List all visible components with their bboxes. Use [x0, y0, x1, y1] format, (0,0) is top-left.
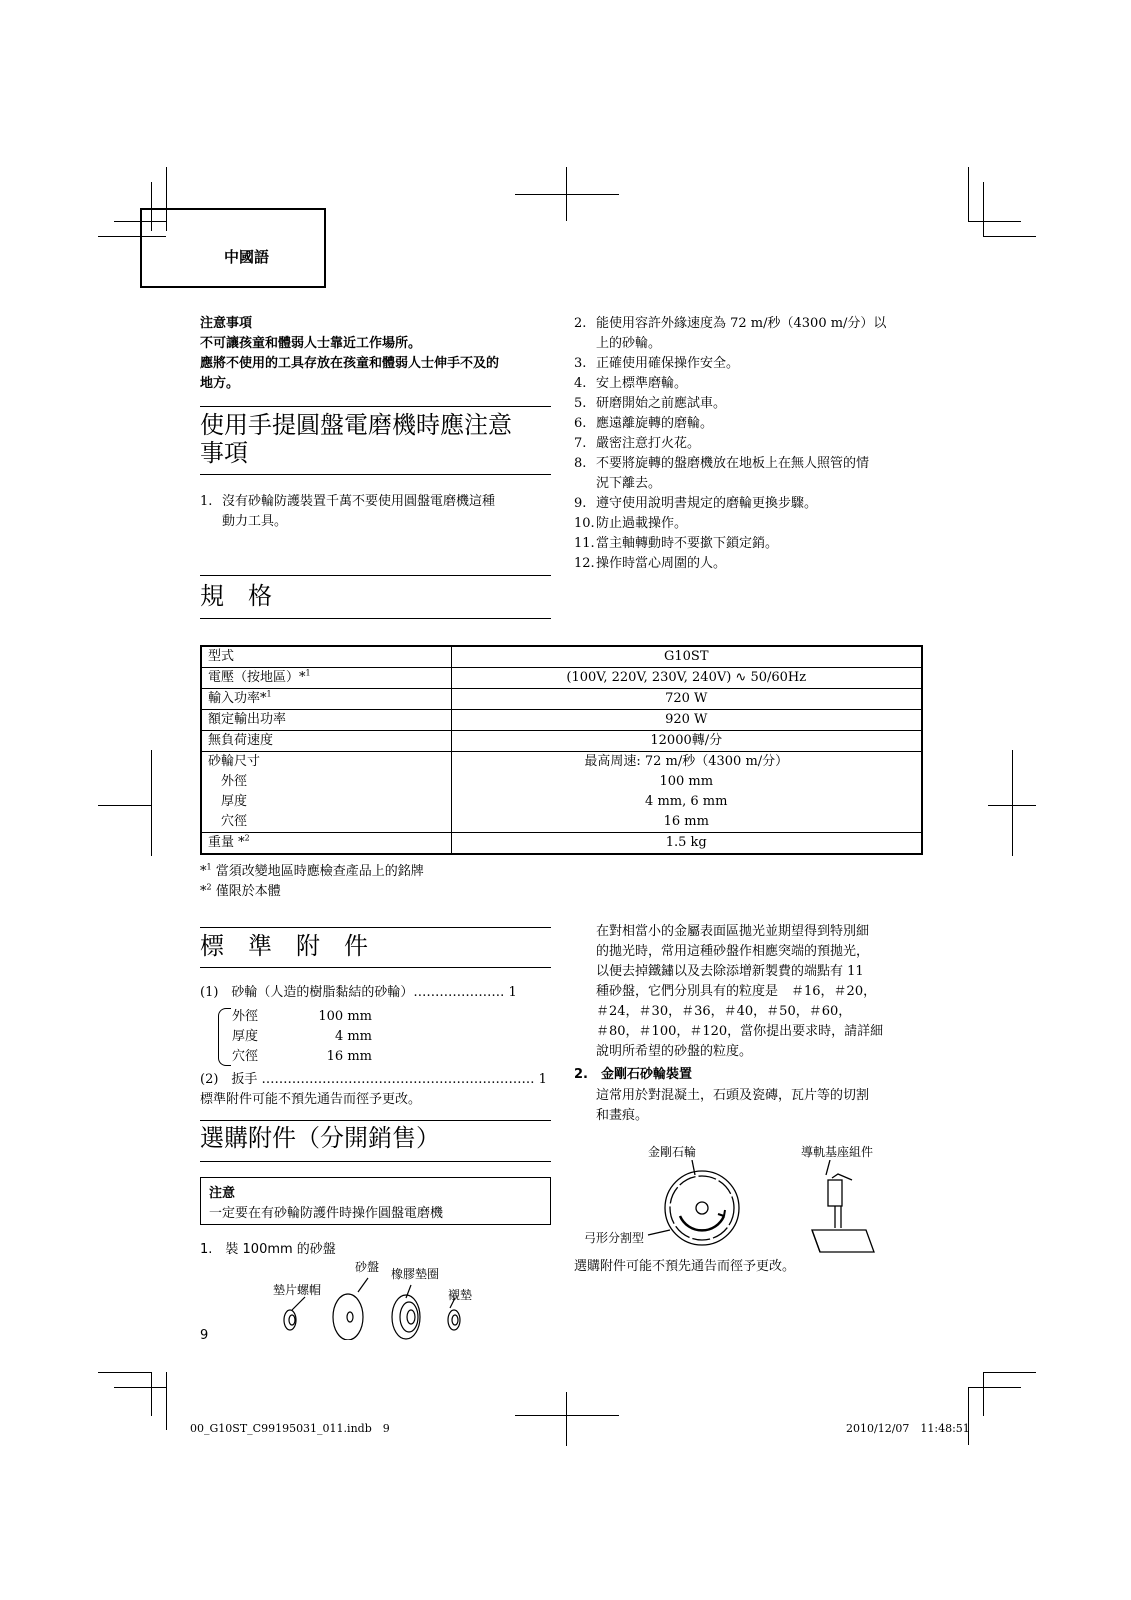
dim-label: 外徑 — [232, 1009, 259, 1024]
page-number: 9 — [200, 1328, 209, 1343]
diamond-wheel-text — [596, 1086, 936, 1126]
table-row — [201, 772, 922, 792]
spec-table — [200, 645, 923, 855]
notice-line: 不可讓孩童和體弱人士靠近工作場所。 — [200, 336, 422, 351]
dim-value: 16 mm — [326, 1049, 372, 1064]
rule — [200, 1120, 551, 1121]
spec-label: 額定輸出功率 — [208, 712, 287, 727]
caution-title: 注意 — [209, 1186, 236, 1201]
paragraph-line: 說明所希望的砂盤的粒度。 — [596, 1044, 753, 1059]
table-row — [201, 646, 922, 668]
notice-title: 注意事項 — [200, 316, 253, 331]
item-number: 9. — [574, 496, 587, 511]
table-row — [201, 752, 922, 773]
sanding-disc-diagram — [270, 1270, 480, 1340]
spec-label: 電壓（按地區）* — [208, 670, 306, 685]
safety-list-left — [200, 492, 556, 532]
item-number: 7. — [574, 436, 587, 451]
diamond-wheel-label: 金剛石輪 — [648, 1145, 697, 1159]
spec-value: 12000轉/分 — [451, 731, 922, 752]
footnote-mark: * — [200, 884, 207, 899]
spec-label: 砂輪尺寸 — [208, 754, 261, 769]
caution-box — [200, 1177, 551, 1225]
list-item — [574, 494, 934, 514]
item-number: 1. — [200, 494, 213, 509]
spec-label: 無負荷速度 — [208, 733, 274, 748]
caution-text: 一定要在有砂輪防護件時操作圓盤電磨機 — [209, 1206, 444, 1221]
rubber-pad-label: 橡膠墊圈 — [391, 1267, 440, 1281]
item-text: 正確使用確保操作安全。 — [596, 356, 740, 371]
item-number: 2. — [574, 316, 587, 331]
item-number: 5. — [574, 396, 587, 411]
table-row — [201, 833, 922, 855]
diamond-wheel-title: 2. 金剛石砂輪裝置 — [574, 1067, 692, 1082]
standard-accessories-note: 標準附件可能不預先通告而徑予更改。 — [200, 1092, 422, 1107]
item-text: 況下離去。 — [596, 476, 662, 491]
sanding-disc-paragraph — [596, 922, 936, 1062]
language-label-box — [140, 208, 326, 288]
footnote-ref: 2 — [244, 833, 250, 843]
safety-heading — [200, 411, 556, 467]
spec-value: 最高周速: 72 m/秒（4300 m/分） — [451, 752, 922, 773]
standard-dims — [232, 1007, 372, 1067]
spec-value: 100 mm — [451, 772, 922, 792]
item-text: 嚴密注意打火花。 — [596, 436, 701, 451]
footnote-ref: 1 — [305, 668, 311, 678]
spec-value: 1.5 kg — [451, 833, 922, 855]
disc-label: 砂盤 — [355, 1260, 380, 1274]
specs-heading: 規 格 — [200, 582, 272, 610]
list-item — [574, 374, 934, 394]
item-text: 遵守使用說明書規定的磨輪更換步驟。 — [596, 496, 818, 511]
item-text: 沒有砂輪防護裝置千萬不要使用圓盤電磨機這種 — [222, 494, 496, 509]
item-number: 12. — [574, 556, 595, 571]
item-text: 當主軸轉動時不要撳下鎖定銷。 — [596, 536, 779, 551]
footnote — [200, 882, 424, 902]
table-row — [201, 710, 922, 731]
spec-value: 4 mm, 6 mm — [451, 792, 922, 812]
item-text: 不要將旋轉的盤磨機放在地板上在無人照管的情 — [596, 456, 870, 471]
paragraph-line: 這常用於對混凝土，石頭及瓷磚，瓦片等的切割 — [596, 1088, 870, 1103]
paragraph-line: ＃80，＃100，＃120，當你提出要求時，請詳細 — [596, 1024, 884, 1039]
spec-label: 厚度 — [208, 794, 248, 809]
rule — [200, 1161, 551, 1162]
standard-item-2: (2) 扳手 ……………………………………………………… 1 — [200, 1072, 547, 1087]
rule — [200, 618, 551, 619]
paragraph-line: 種砂盤，它們分別具有的粒度是 ＃16，＃20， — [596, 984, 877, 999]
list-item — [574, 314, 934, 354]
paragraph-line: 以便去掉鐵鏽以及去除添增新製費的端點有 11 — [596, 964, 864, 979]
optional-accessories-heading: 選購附件（分開銷售） — [200, 1124, 440, 1152]
table-row — [201, 689, 922, 710]
footnote-text: 僅限於本體 — [215, 884, 281, 899]
spec-label: 輸入功率* — [208, 691, 267, 706]
footnote-text: 當須改變地區時應檢查產品上的銘牌 — [215, 864, 424, 879]
rule — [200, 406, 551, 407]
dims-brace — [218, 1008, 231, 1066]
list-item — [574, 414, 934, 434]
dim-row — [232, 1027, 372, 1047]
table-row — [201, 792, 922, 812]
spec-value: 920 W — [451, 710, 922, 731]
footnote-ref: 1 — [266, 689, 272, 699]
item-text: 防止過載操作。 — [596, 516, 688, 531]
list-item — [200, 492, 556, 532]
rule — [200, 927, 551, 928]
paragraph-line: 在對相當小的金屬表面區拋光並期望得到特別細 — [596, 924, 870, 939]
list-item — [574, 554, 934, 574]
safety-heading-line: 事項 — [200, 439, 248, 467]
item-number: 10. — [574, 516, 595, 531]
item-number: 3. — [574, 356, 587, 371]
dim-label: 厚度 — [232, 1029, 259, 1044]
list-item — [574, 514, 934, 534]
language-label: 中國語 — [224, 248, 270, 266]
notice-block — [200, 314, 556, 394]
safety-list-right — [574, 314, 934, 574]
table-row — [201, 731, 922, 752]
spec-value: 16 mm — [451, 812, 922, 833]
footnote — [200, 862, 424, 882]
notice-line: 地方。 — [200, 376, 240, 391]
paragraph-line: 的拋光時，常用這種砂盤作相應突端的預拋光， — [596, 944, 870, 959]
dim-value: 4 mm — [334, 1029, 372, 1044]
spec-value: 720 W — [451, 689, 922, 710]
optional-item-1: 1. 裝 100mm 的砂盤 — [200, 1242, 336, 1257]
segment-type-label: 弓形分割型 — [584, 1231, 645, 1245]
spec-value: (100V, 220V, 230V, 240V) ∿ 50/60Hz — [451, 668, 922, 689]
item-text: 研磨開始之前應試車。 — [596, 396, 727, 411]
item-text: 應遠離旋轉的磨輪。 — [596, 416, 714, 431]
rule — [200, 575, 551, 576]
footnote-sup: 2 — [206, 882, 212, 892]
footnote-sup: 1 — [206, 862, 212, 872]
table-row — [201, 812, 922, 833]
paragraph-line: ＃24，＃30，＃36，＃40，＃50，＃60， — [596, 1004, 852, 1019]
footnote-mark: * — [200, 864, 207, 879]
spec-label: 型式 — [208, 649, 235, 664]
spec-footnotes — [200, 862, 424, 902]
dim-label: 穴徑 — [232, 1049, 259, 1064]
dim-row — [232, 1007, 372, 1027]
dim-value: 100 mm — [318, 1009, 372, 1024]
notice-line: 應將不使用的工具存放在孩童和體弱人士伸手不及的 — [200, 356, 500, 371]
list-item — [574, 534, 934, 554]
item-text: 動力工具。 — [222, 514, 288, 529]
list-item — [574, 434, 934, 454]
rule — [200, 967, 551, 968]
spec-value: G10ST — [451, 646, 922, 668]
item-text: 能使用容許外緣速度為 72 m/秒（4300 m/分）以 — [596, 316, 887, 331]
table-row — [201, 668, 922, 689]
footer-file: 00_G10ST_C99195031_011.indb 9 — [190, 1422, 390, 1435]
item-number: 4. — [574, 376, 587, 391]
washer-label: 襯墊 — [448, 1288, 473, 1302]
spec-label: 穴徑 — [208, 814, 248, 829]
item-text: 操作時當心周圍的人。 — [596, 556, 727, 571]
rule — [200, 474, 551, 475]
list-item — [574, 394, 934, 414]
spec-label: 外徑 — [208, 774, 248, 789]
standard-accessories-heading: 標 準 附 件 — [200, 932, 368, 960]
spec-label: 重量 * — [208, 835, 245, 850]
safety-heading-line: 使用手提圓盤電磨機時應注意 — [200, 411, 512, 439]
optional-accessories-note: 選購附件可能不預先通告而徑予更改。 — [574, 1259, 796, 1274]
diamond-wheel-diagram — [640, 1160, 890, 1260]
paragraph-line: 和畫痕。 — [596, 1108, 649, 1123]
item-number: 6. — [574, 416, 587, 431]
item-text: 上的砂輪。 — [596, 336, 662, 351]
pad-nut-label: 墊片螺帽 — [273, 1283, 322, 1297]
item-number: 11. — [574, 536, 595, 551]
footer-date: 2010/12/07 11:48:51 — [846, 1422, 970, 1435]
list-item — [574, 454, 934, 494]
guide-base-label: 導軌基座組件 — [801, 1145, 874, 1159]
standard-item-1: (1) 砂輪（人造的樹脂黏結的砂輪）………………… 1 — [200, 985, 517, 1000]
dim-row — [232, 1047, 372, 1067]
list-item — [574, 354, 934, 374]
item-number: 8. — [574, 456, 587, 471]
item-text: 安上標準磨輪。 — [596, 376, 688, 391]
